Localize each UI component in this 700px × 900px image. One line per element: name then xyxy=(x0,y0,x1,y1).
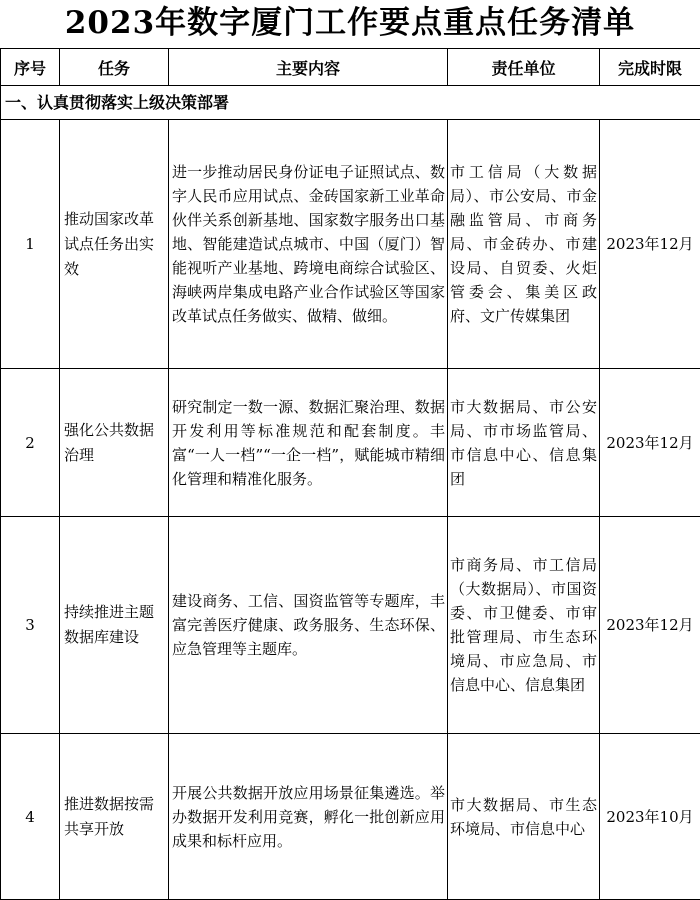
row-task: 推动国家改革试点任务出实效 xyxy=(60,120,169,369)
table-header-row xyxy=(1,49,700,86)
header-content: 主要内容 xyxy=(169,49,448,86)
row-task: 持续推进主题数据库建设 xyxy=(60,517,169,734)
row-content: 建设商务、工信、国资监管等专题库，丰富完善医疗健康、政务服务、生态环保、应急管理等主题库。 xyxy=(169,517,448,734)
row-task: 推进数据按需共享开放 xyxy=(60,734,169,900)
row-time: 2023年12月 xyxy=(600,120,700,369)
table-row xyxy=(1,734,700,900)
row-no: 3 xyxy=(1,517,60,734)
row-task: 强化公共数据治理 xyxy=(60,369,169,517)
row-no: 2 xyxy=(1,369,60,517)
header-time: 完成时限 xyxy=(600,49,700,86)
table-row xyxy=(1,517,700,734)
table-row xyxy=(1,120,700,369)
row-content: 研究制定一数一源、数据汇聚治理、数据开发利用等标准规范和配套制度。丰富“一人一档”“一企一档”，赋能城市精细化管理和精准化服务。 xyxy=(169,369,448,517)
row-content: 开展公共数据开放应用场景征集遴选。举办数据开发利用竞赛，孵化一批创新应用成果和标杆应用。 xyxy=(169,734,448,900)
header-no: 序号 xyxy=(1,49,60,86)
row-unit: 市工信局（大数据局）、市公安局、市金融监管局、市商务局、市金砖办、市建设局、自贸委、火炬管委会、集美区政府、文广传媒集团 xyxy=(448,120,600,369)
row-unit: 市大数据局、市生态环境局、市信息中心 xyxy=(448,734,600,900)
header-task: 任务 xyxy=(60,49,169,86)
row-time: 2023年10月 xyxy=(600,734,700,900)
row-time: 2023年12月 xyxy=(600,369,700,517)
header-unit: 责任单位 xyxy=(448,49,600,86)
row-time: 2023年12月 xyxy=(600,517,700,734)
row-unit: 市大数据局、市公安局、市市场监管局、市信息中心、信息集团 xyxy=(448,369,600,517)
section-title: 一、认真贯彻落实上级决策部署 xyxy=(1,86,700,120)
row-unit: 市商务局、市工信局（大数据局）、市国资委、市卫健委、市审批管理局、市生态环境局、市应急局、市信息中心、信息集团 xyxy=(448,517,600,734)
section-row xyxy=(1,86,700,120)
row-no: 1 xyxy=(1,120,60,369)
task-table xyxy=(0,48,700,900)
row-no: 4 xyxy=(1,734,60,900)
row-content: 进一步推动居民身份证电子证照试点、数字人民币应用试点、金砖国家新工业革命伙伴关系创新基地、国家数字服务出口基地、智能建造试点城市、中国（厦门）智能视听产业基地、跨境电商综合试验区、海峡两岸集成电路产业合作试验区等国家改革试点任务做实、做精、做细。 xyxy=(169,120,448,369)
table-row xyxy=(1,369,700,517)
page-title: 2023年数字厦门工作要点重点任务清单 xyxy=(0,2,700,44)
